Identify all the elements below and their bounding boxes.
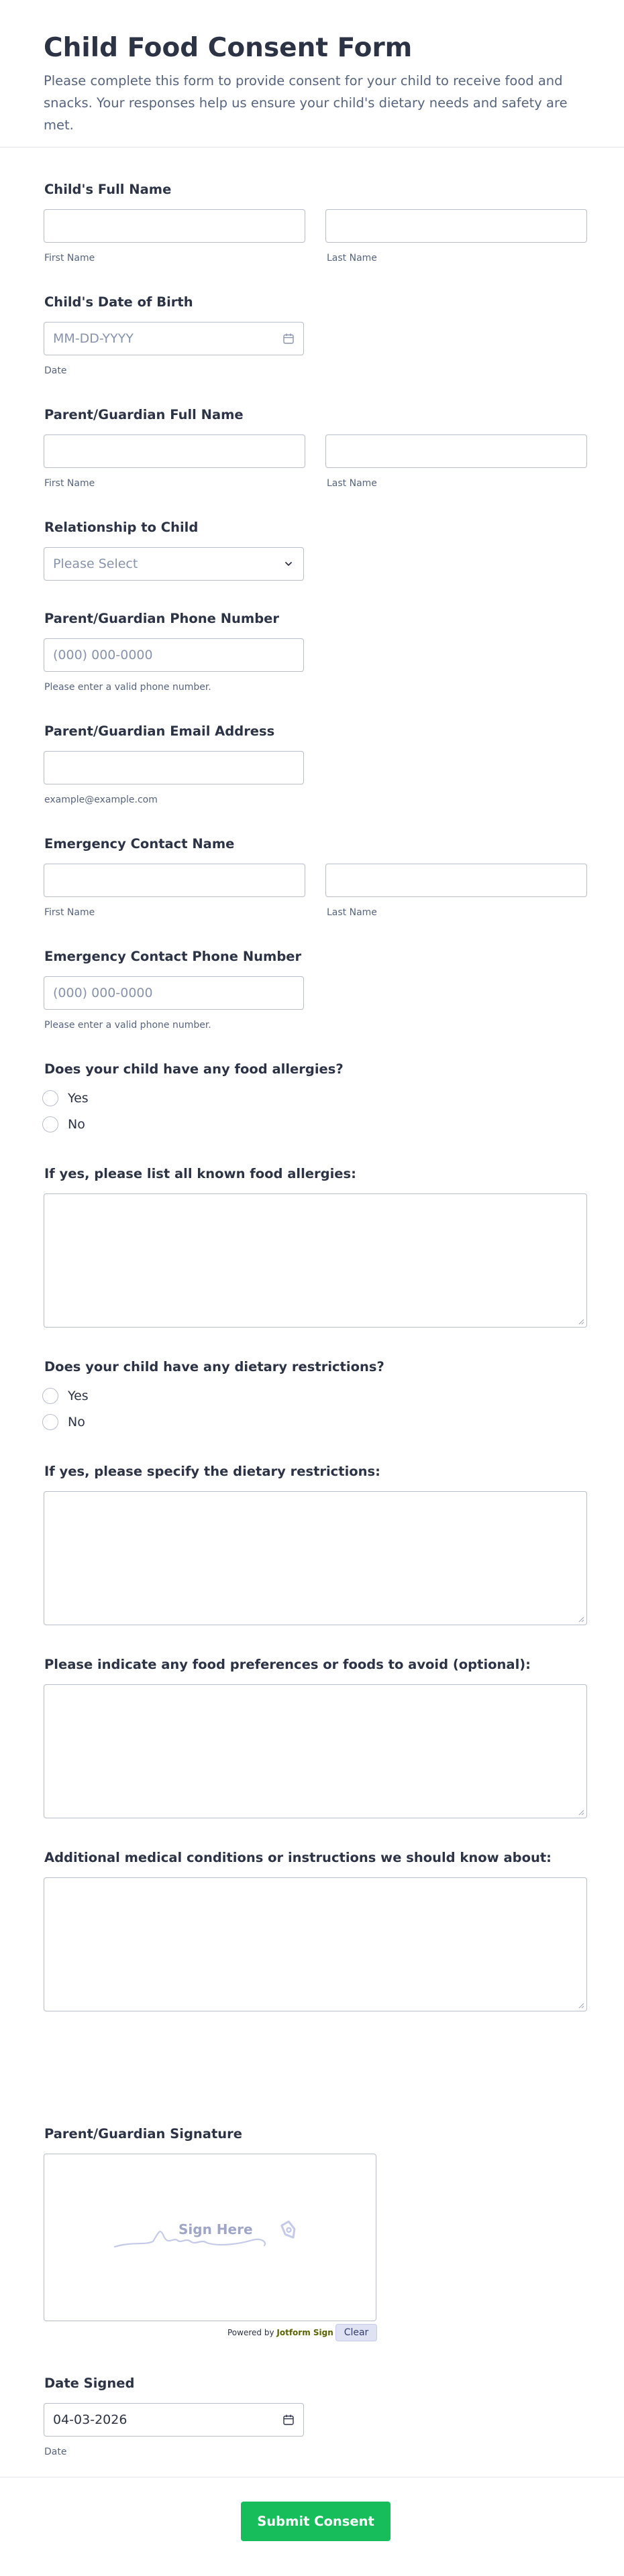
clear-signature-button[interactable]: Clear bbox=[335, 2324, 377, 2341]
signature-hint: Sign Here bbox=[178, 2221, 253, 2237]
emergency-phone-sublabel: Please enter a valid phone number. bbox=[44, 1020, 211, 1031]
parent-last-name-sublabel: Last Name bbox=[327, 478, 377, 489]
child-first-name-sublabel: First Name bbox=[44, 253, 95, 264]
parent-first-name-input[interactable] bbox=[44, 434, 305, 468]
relationship-select[interactable] bbox=[44, 547, 304, 581]
radio-button[interactable] bbox=[42, 1414, 58, 1430]
allergies-label: Does your child have any food allergies? bbox=[44, 1061, 344, 1077]
emergency-phone-placeholder: (000) 000-0000 bbox=[53, 986, 153, 1000]
radio-button[interactable] bbox=[42, 1116, 58, 1132]
resize-grip-icon[interactable] bbox=[578, 1318, 584, 1325]
parent-phone-placeholder: (000) 000-0000 bbox=[53, 648, 153, 662]
child-last-name-sublabel: Last Name bbox=[327, 253, 377, 264]
form-header bbox=[0, 0, 624, 148]
radio-label: Yes bbox=[68, 1091, 89, 1106]
emergency-last-name-sublabel: Last Name bbox=[327, 907, 377, 918]
medical-label: Additional medical conditions or instructions we should know about: bbox=[44, 1850, 552, 1865]
relationship-label: Relationship to Child bbox=[44, 520, 199, 535]
child-first-name-input[interactable] bbox=[44, 209, 305, 243]
signature-pad[interactable] bbox=[44, 2154, 376, 2321]
form-subtitle: Please complete this form to provide consent for your child to receive food and snacks. Your responses help us ensure your child's dietary needs and safety are met. bbox=[44, 73, 568, 133]
form-footer bbox=[0, 2477, 624, 2576]
preferences-label: Please indicate any food preferences or foods to avoid (optional): bbox=[44, 1657, 531, 1672]
resize-grip-icon[interactable] bbox=[578, 1809, 584, 1816]
date-signed-input[interactable] bbox=[44, 2403, 304, 2437]
date-signed-value: 04-03-2026 bbox=[53, 2412, 127, 2427]
calendar-icon[interactable] bbox=[282, 2413, 295, 2426]
parent-first-name-sublabel: First Name bbox=[44, 478, 95, 489]
medical-textarea[interactable] bbox=[44, 1877, 587, 2011]
calendar-icon[interactable] bbox=[282, 332, 295, 345]
pen-tool-icon bbox=[275, 2216, 302, 2243]
parent-last-name-input[interactable] bbox=[325, 434, 587, 468]
radio-button[interactable] bbox=[42, 1090, 58, 1106]
child-name-label: Child's Full Name bbox=[44, 182, 172, 197]
emergency-last-name-input[interactable] bbox=[325, 864, 587, 897]
emergency-name-label: Emergency Contact Name bbox=[44, 836, 235, 852]
emergency-phone-input[interactable] bbox=[44, 976, 304, 1010]
child-dob-placeholder: MM-DD-YYYY bbox=[53, 331, 134, 346]
date-signed-sublabel: Date bbox=[44, 2447, 67, 2457]
child-last-name-input[interactable] bbox=[325, 209, 587, 243]
child-dob-sublabel: Date bbox=[44, 365, 67, 376]
form-title: Child Food Consent Form bbox=[44, 33, 413, 63]
parent-name-label: Parent/Guardian Full Name bbox=[44, 407, 244, 422]
relationship-placeholder: Please Select bbox=[53, 557, 138, 571]
parent-email-label: Parent/Guardian Email Address bbox=[44, 723, 275, 739]
child-dob-input[interactable] bbox=[44, 322, 304, 355]
allergies-list-textarea[interactable] bbox=[44, 1193, 587, 1328]
preferences-textarea[interactable] bbox=[44, 1684, 587, 1818]
radio-label: Yes bbox=[68, 1389, 89, 1403]
restrictions-detail-textarea[interactable] bbox=[44, 1491, 587, 1625]
parent-email-input[interactable] bbox=[44, 751, 304, 784]
powered-by-prefix: Powered by bbox=[227, 2328, 274, 2337]
restrictions-label: Does your child have any dietary restrictions? bbox=[44, 1359, 384, 1374]
signature-label: Parent/Guardian Signature bbox=[44, 2126, 243, 2142]
resize-grip-icon[interactable] bbox=[578, 2002, 584, 2009]
allergies-list-label: If yes, please list all known food allergies: bbox=[44, 1166, 356, 1181]
resize-grip-icon[interactable] bbox=[578, 1616, 584, 1623]
child-dob-label: Child's Date of Birth bbox=[44, 294, 193, 310]
chevron-down-icon bbox=[282, 557, 295, 571]
restrictions-detail-label: If yes, please specify the dietary restrictions: bbox=[44, 1464, 380, 1479]
parent-phone-label: Parent/Guardian Phone Number bbox=[44, 611, 280, 626]
emergency-phone-label: Emergency Contact Phone Number bbox=[44, 949, 302, 964]
radio-label: No bbox=[68, 1117, 85, 1132]
parent-email-sublabel: example@example.com bbox=[44, 795, 158, 805]
emergency-first-name-sublabel: First Name bbox=[44, 907, 95, 918]
submit-button[interactable]: Submit Consent bbox=[241, 2502, 391, 2541]
radio-button[interactable] bbox=[42, 1388, 58, 1404]
date-signed-label: Date Signed bbox=[44, 2376, 135, 2391]
radio-label: No bbox=[68, 1415, 85, 1429]
powered-by-text bbox=[227, 2327, 333, 2338]
parent-phone-sublabel: Please enter a valid phone number. bbox=[44, 682, 211, 693]
emergency-first-name-input[interactable] bbox=[44, 864, 305, 897]
powered-by-brand: Jotform Sign bbox=[276, 2328, 333, 2337]
parent-phone-input[interactable] bbox=[44, 638, 304, 672]
